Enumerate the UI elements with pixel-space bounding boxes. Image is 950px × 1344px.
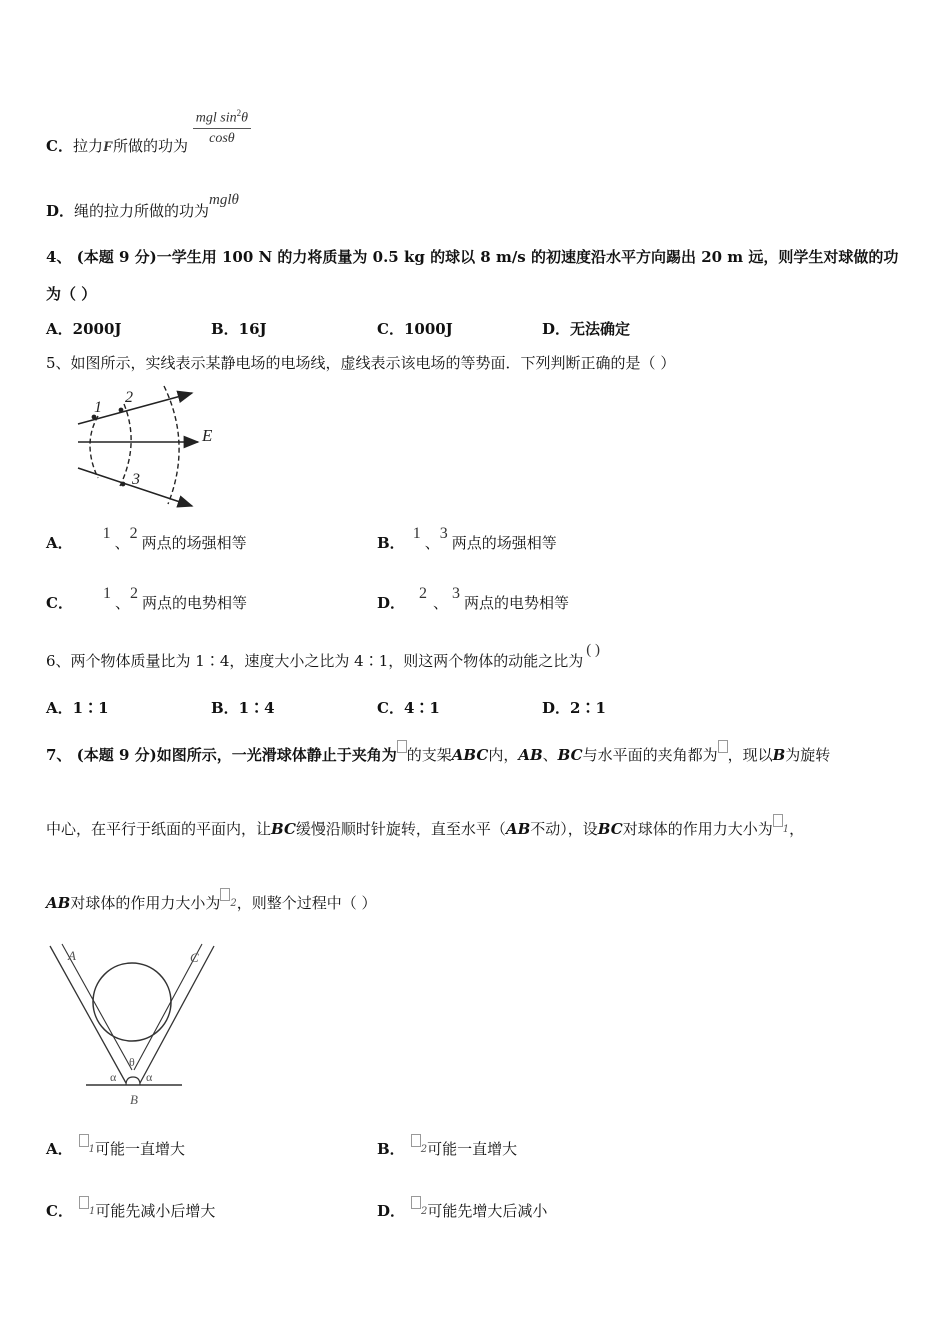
point-3-label: 3 (132, 471, 140, 488)
force-placeholder-icon (411, 1134, 421, 1147)
point-3 (121, 482, 126, 487)
variable-f: F (102, 139, 113, 156)
force-placeholder-icon (773, 814, 783, 827)
force-subscript: 1 (88, 1144, 96, 1155)
q5-option-d (377, 585, 570, 613)
option-label: D． (46, 202, 75, 220)
option-text: 两点的场强相等 (141, 534, 247, 552)
separator: 、 (433, 594, 449, 612)
formula-numerator: mgl sin (195, 110, 237, 126)
theta-placeholder-icon (397, 740, 407, 753)
equipotential-1 (90, 416, 98, 478)
q7-text: 为旋转 (785, 746, 831, 764)
force-subscript: 2 (420, 1144, 428, 1155)
formula-theta: θ (241, 110, 249, 126)
option-text: 两点的电势相等 (464, 594, 570, 612)
electric-field-figure (70, 380, 230, 512)
q7-var: AB (505, 820, 531, 838)
label-theta: θ (129, 1055, 135, 1069)
q7-text: 不动），设 (530, 820, 598, 838)
q7-text: ，则整个过程中（ ） (236, 894, 377, 912)
q4-stem: 4、 (本题 9 分)一学生用 100 N 的力将质量为 0.5 kg 的球以 8 m/s 的初速度沿水平方向踢出 20 m 远，则学生对球做的功 (46, 248, 899, 266)
option-text: 两点的电势相等 (141, 594, 247, 612)
point-1-label: 1 (94, 399, 102, 416)
label-c: C (190, 950, 199, 965)
force-subscript: 2 (230, 898, 237, 909)
option-label: C． (46, 594, 73, 612)
q7-text: 对球体的作用力大小为 (70, 894, 221, 912)
equipotential-2 (120, 404, 131, 486)
q7-option-b (377, 1138, 517, 1159)
pivot-b (126, 1077, 140, 1085)
point-number: 2 (129, 585, 138, 602)
field-e-label: E (202, 426, 213, 445)
option-text: 拉力 (72, 137, 103, 156)
q7-var: AB (46, 894, 71, 912)
alpha-placeholder-icon (718, 740, 728, 753)
option-text: 绳的拉力所做的功为 (74, 202, 210, 220)
force-placeholder-icon (79, 1196, 89, 1209)
q7-text: 中心，在平行于纸面的平面内，让 (46, 820, 272, 838)
q7-var: B (772, 746, 786, 764)
option-text: 可能一直增大 (95, 1140, 186, 1158)
q7-text: 对球体的作用力大小为 (622, 820, 773, 838)
q4-stem-cont: 为（ ） (46, 285, 97, 303)
point-number: 2 (129, 525, 138, 542)
force-subscript: 2 (421, 1206, 428, 1217)
q4-option-d: D．无法确定 (542, 320, 631, 338)
label-alpha-right: α (146, 1070, 153, 1084)
point-number: 3 (439, 525, 448, 542)
option-label: B． (377, 534, 405, 552)
point-2 (119, 408, 124, 413)
option-label: C． (46, 137, 73, 156)
ball-support-figure (46, 940, 226, 1110)
q3-option-c (46, 108, 251, 156)
option-label: D． (377, 1202, 406, 1220)
point-2-label: 2 (125, 389, 133, 406)
q7-text: 内， (488, 746, 519, 764)
option-text: 可能一直增大 (427, 1140, 518, 1158)
force-placeholder-icon (411, 1196, 421, 1209)
q5-option-a (46, 525, 247, 553)
q4-option-c: C．1000J (377, 320, 453, 338)
q7-text: ，现以 (727, 746, 773, 764)
force-placeholder-icon (79, 1134, 89, 1147)
q7-text: 与水平面的夹角都为 (582, 746, 718, 764)
q7-stem-line3 (46, 892, 377, 913)
q7-text: 7、 (本题 9 分)如图所示，一光滑球体静止于夹角为 (46, 746, 397, 764)
q3-option-d (46, 192, 239, 221)
q7-text: 、 (542, 746, 558, 764)
separator: 、 (424, 534, 440, 552)
q6-stem-text: 6、两个物体质量比为 1∶4，速度大小之比为 4∶1，则这两个物体的动能之比为 (46, 652, 584, 670)
label-b: B (130, 1092, 138, 1107)
force-subscript: 1 (782, 824, 790, 835)
option-text: 可能先减小后增大 (95, 1202, 216, 1220)
equipotential-3 (164, 386, 179, 504)
q4-option-a: A．2000J (46, 320, 122, 338)
option-text: 两点的场强相等 (451, 534, 557, 552)
option-text: 可能先增大后减小 (427, 1202, 548, 1220)
q7-text: ， (789, 820, 805, 838)
option-label: A． (46, 1140, 73, 1158)
q7-text: 的支架 (406, 746, 452, 764)
q7-option-a (46, 1138, 185, 1159)
q5-option-b (377, 525, 557, 553)
ball (93, 963, 171, 1041)
force-placeholder-icon (220, 888, 230, 901)
label-a: A (68, 948, 76, 963)
arm-bc-outer (140, 946, 214, 1083)
work-formula (193, 108, 251, 147)
q7-stem-line1 (46, 744, 830, 765)
point-number: 1 (102, 525, 111, 542)
label-alpha-left: α (110, 1070, 117, 1084)
separator: 、 (114, 594, 130, 612)
option-label: C． (46, 1202, 73, 1220)
force-subscript: 1 (88, 1206, 96, 1217)
q7-var: ABC (451, 746, 489, 764)
point-number: 1 (102, 585, 111, 602)
work-formula: mglθ (209, 192, 239, 208)
point-number: 3 (452, 585, 461, 602)
q7-var: BC (271, 820, 296, 838)
option-text: 所做的功为 (112, 137, 188, 156)
q7-text: 缓慢沿顺时针旋转，直至水平（ (295, 820, 506, 838)
point-number: 1 (412, 525, 421, 542)
q6-stem (46, 642, 601, 671)
point-number: 2 (419, 585, 428, 602)
q7-var: BC (557, 746, 583, 764)
q6-option-c: C．4∶1 (377, 699, 440, 717)
q5-stem: 5、如图所示，实线表示某静电场的电场线，虚线表示该电场的等势面．下列判断正确的是（ ） (46, 354, 676, 372)
q7-stem-line2 (46, 818, 804, 839)
formula-exponent: 2 (236, 108, 242, 118)
answer-paren: ( ) (586, 642, 601, 658)
q7-var: BC (597, 820, 623, 838)
q7-var: AB (518, 746, 543, 764)
option-label: A． (46, 534, 73, 552)
q6-option-a: A．1∶1 (46, 699, 109, 717)
option-label: D． (377, 594, 406, 612)
q7-option-d (377, 1200, 547, 1221)
formula-denominator: cosθ (209, 130, 235, 146)
separator: 、 (114, 534, 130, 552)
q6-option-b: B．1∶4 (211, 699, 275, 717)
q6-option-d: D．2∶1 (542, 699, 606, 717)
q5-option-c (46, 585, 247, 613)
q7-option-c (46, 1200, 215, 1221)
option-label: B． (377, 1140, 405, 1158)
q4-option-b: B．16J (211, 320, 267, 338)
